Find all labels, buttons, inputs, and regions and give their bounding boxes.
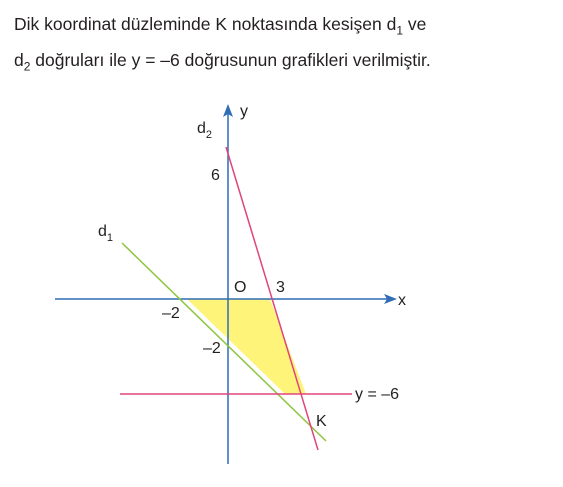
line-d2-label: $d_2$: [197, 120, 213, 141]
tick-label-y-neg2: –2: [203, 340, 221, 357]
point-k-label: K: [316, 413, 327, 430]
tick-label-y-6: 6: [211, 167, 220, 184]
problem-text-2: ve: [403, 14, 427, 34]
problem-subscript-2: 2: [23, 59, 31, 73]
problem-text-1: Dik koordinat düzleminde K noktasında kesişen d: [14, 14, 397, 34]
y-axis-label: y: [240, 103, 248, 120]
tick-label-x-3: 3: [276, 279, 285, 296]
origin-label: O: [234, 279, 247, 296]
problem-text-4: doğruları ile y = –6 doğrusunun grafikleri verilmiştir.: [30, 49, 431, 70]
problem-subscript-1: 1: [396, 23, 403, 38]
line-d1-label: $d_1$: [98, 223, 114, 244]
problem-text-3: d: [14, 49, 24, 70]
line-d1: [122, 243, 326, 441]
x-axis-label: x: [398, 292, 406, 309]
tick-label-x-neg2: –2: [162, 305, 180, 322]
hline-label: y = –6: [355, 386, 400, 403]
